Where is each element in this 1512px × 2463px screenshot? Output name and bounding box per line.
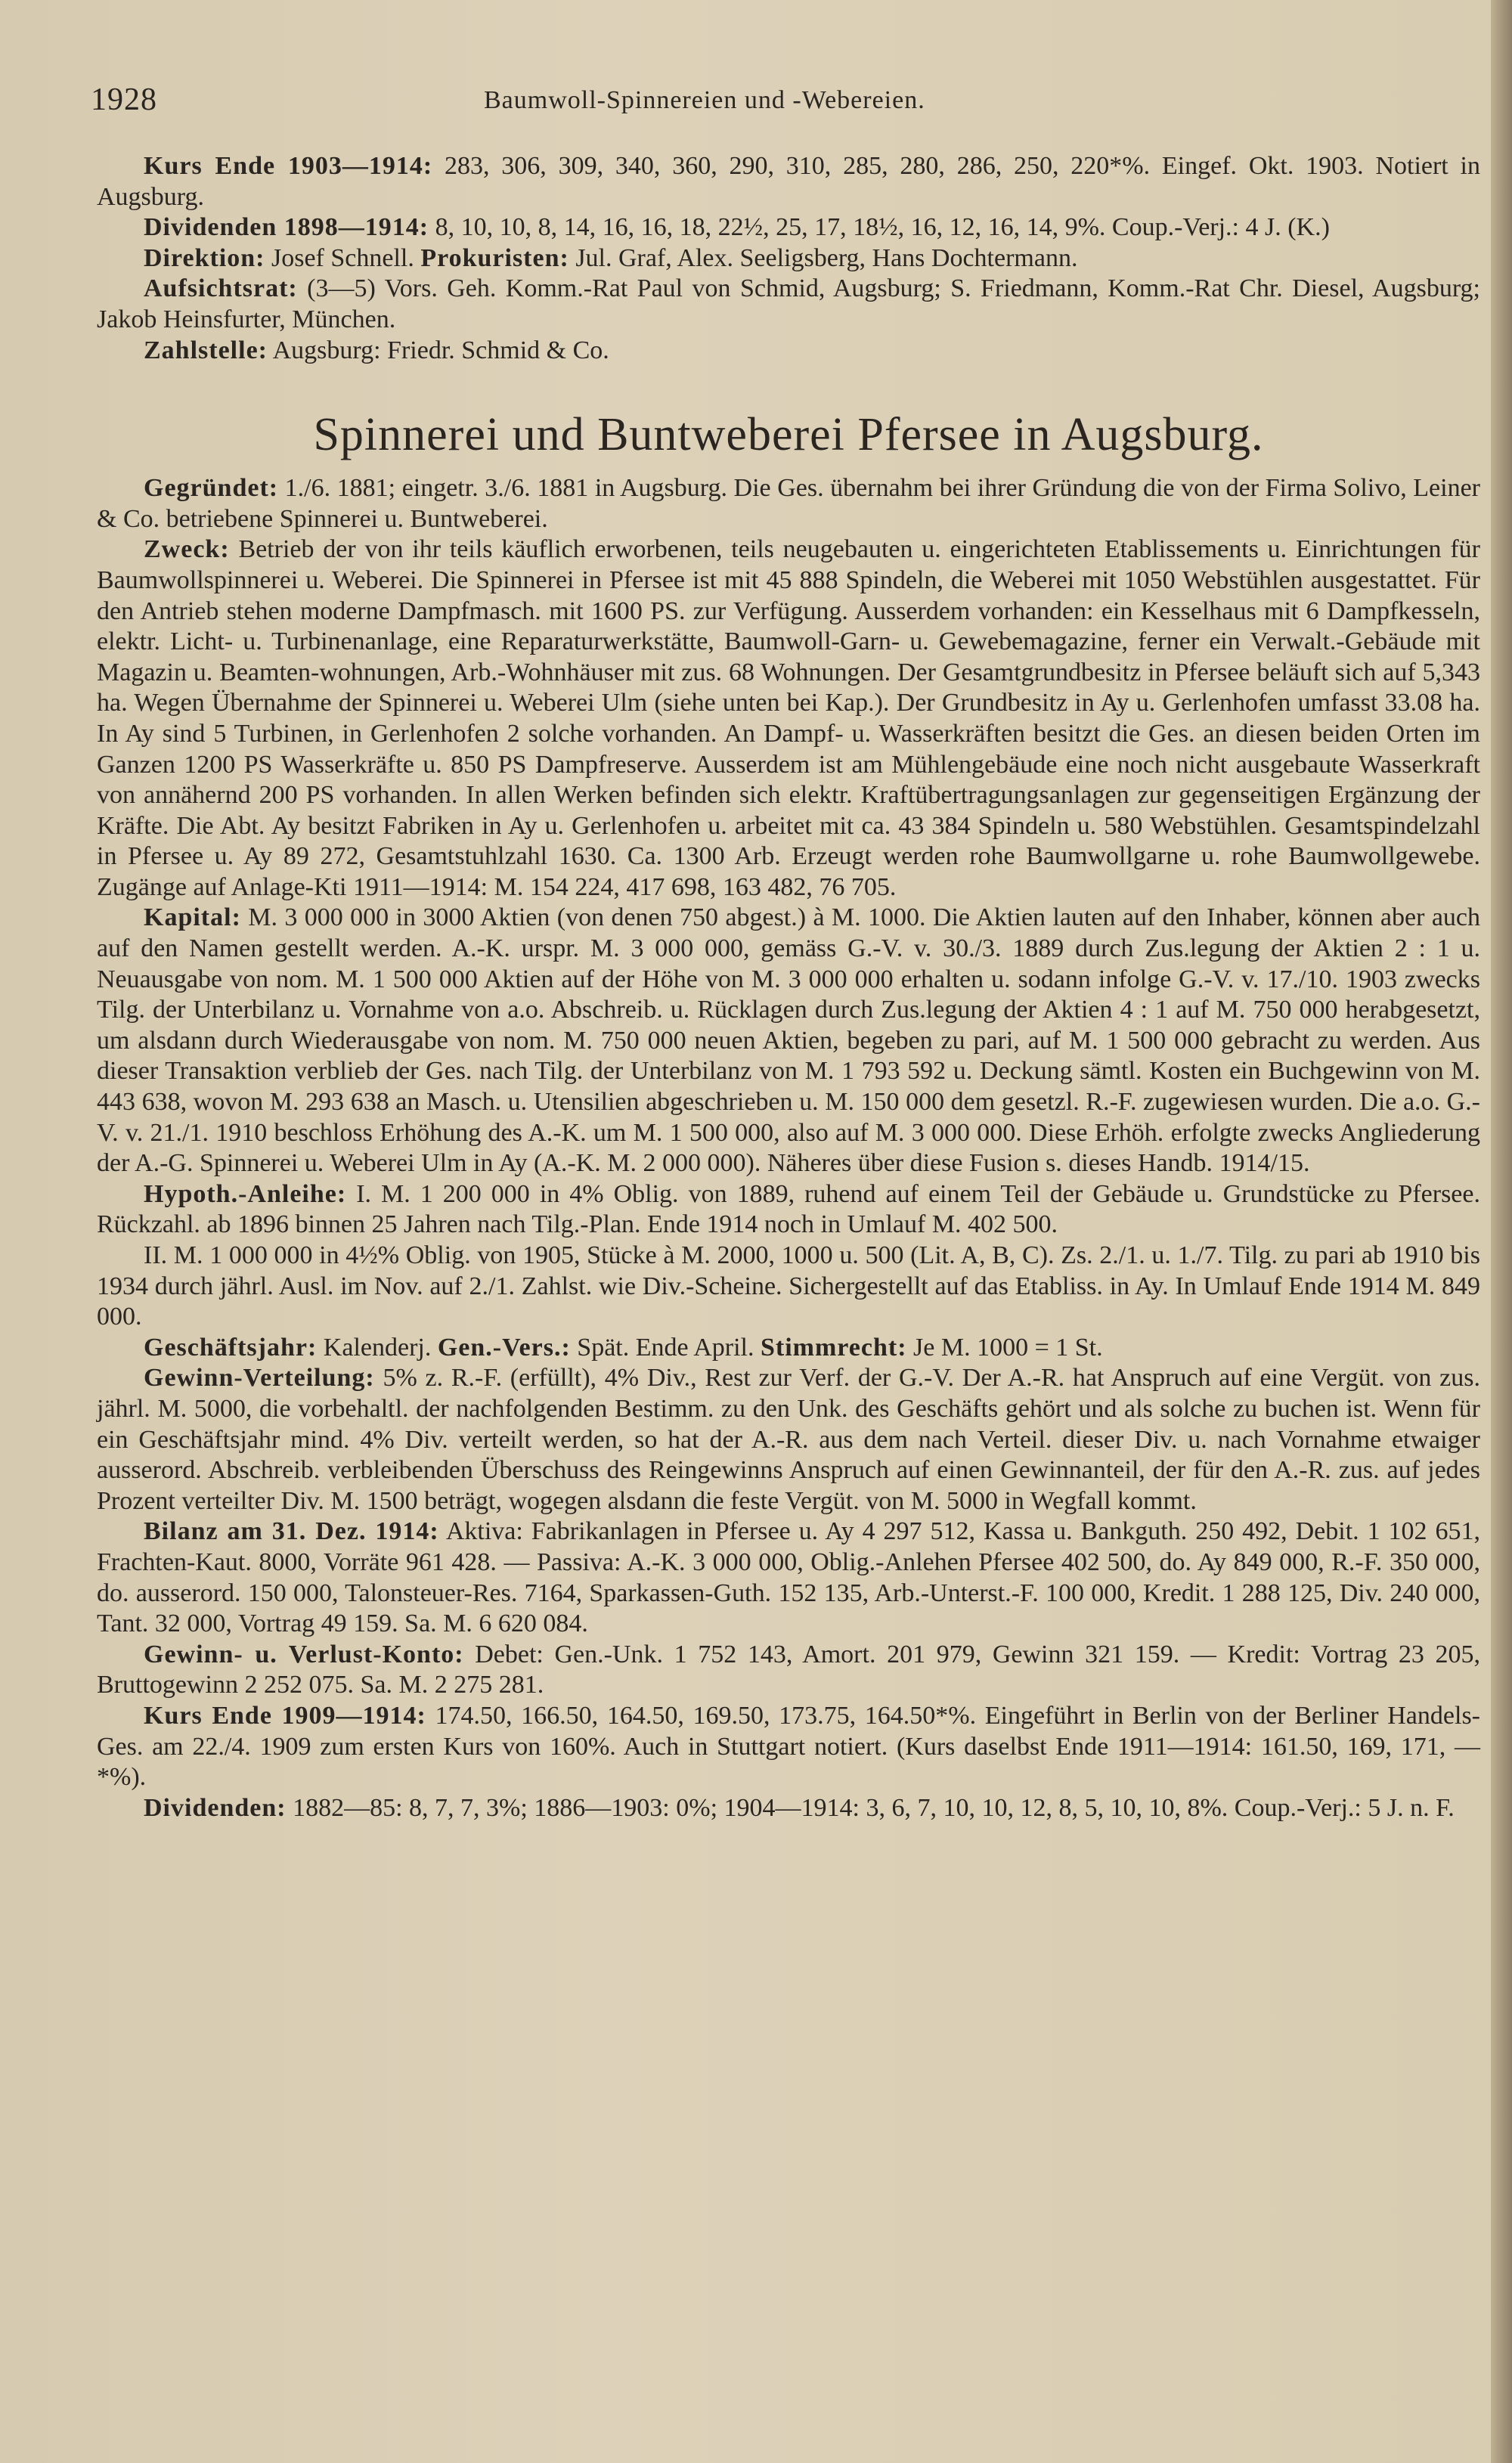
entry-label: Zahlstelle: bbox=[144, 336, 268, 364]
page-number: 1928 bbox=[91, 82, 157, 117]
entry-label: Gegründet: bbox=[144, 474, 279, 503]
entry-label: Direktion: bbox=[144, 243, 265, 272]
company-heading: Spinnerei und Buntweberei Pfersee in Augsburg. bbox=[313, 409, 1264, 461]
entry-text: II. M. 1 000 000 in 4½% Oblig. von 1905, Stücke à M. 2000, 1000 u. 500 (Lit. A, B, C). Zs. 2./1. u. 1./7. Tilg. zu pari ab 1910 bis 1934 durch jährl. Ausl. im Nov. auf 2./1. Zahlst. wie Div.-Scheine. Sichergestellt auf das Etabliss. in Ay. In Umlauf Ende 1914 M. 849 000. bbox=[97, 1241, 1480, 1331]
entry-text: Josef Schnell. bbox=[265, 243, 421, 272]
entry-label: Hypoth.-Anleihe: bbox=[144, 1179, 347, 1208]
gewinn-verlust-entry bbox=[97, 1640, 1480, 1701]
hypoth-anleihe-2-entry bbox=[97, 1241, 1480, 1333]
kurs-entry bbox=[97, 1701, 1480, 1793]
dividenden-entry bbox=[97, 1793, 1480, 1824]
hypoth-anleihe-entry bbox=[97, 1179, 1480, 1241]
entry-label: Zweck: bbox=[144, 535, 230, 564]
entry-text: Jul. Graf, Alex. Seeligsberg, Hans Dochtermann. bbox=[569, 243, 1078, 272]
entry-text: Spät. Ende April. bbox=[570, 1333, 761, 1362]
entry-text: 1882—85: 8, 7, 7, 3%; 1886—1903: 0%; 1904—1914: 3, 6, 7, 10, 10, 12, 8, 5, 10, 10, 8%. Coup.-Verj.: 5 J. n. F. bbox=[286, 1793, 1455, 1822]
running-title: Baumwoll-Spinnereien und -Webereien. bbox=[484, 86, 925, 114]
entry-label: Prokuristen: bbox=[420, 243, 569, 272]
gewinn-verteilung-entry bbox=[97, 1363, 1480, 1517]
entry-label: Kapital: bbox=[144, 903, 241, 932]
entry-label: Gewinn- u. Verlust-Konto: bbox=[144, 1640, 464, 1668]
entry-text: (3—5) Vors. Geh. Komm.-Rat Paul von Schmid, Augsburg; S. Friedmann, Komm.-Rat Chr. Diesel, Augsburg; Jakob Heinsfurter, München. bbox=[97, 274, 1480, 333]
entry-text: Kalenderj. bbox=[317, 1333, 438, 1362]
entry-text: Betrieb der von ihr teils käuflich erworbenen, teils neugebauten u. eingerichteten Etablissements u. Einrichtungen für Baumwollspinnerei u. Weberei. Die Spinnerei in Pfersee ist mit 45 888 Spindeln, die Weberei mit 1050 Webstühlen ausgestattet. Für den Antrieb stehen moderne Dampfmasch. mit 1600 PS. zur Verfügung. Ausserdem vorhanden: ein Kesselhaus mit 6 Dampfkesseln, elektr. Licht- u. Turbinenanlage, eine Reparaturwerkstätte, Baumwoll-Garn- u. Gewebemagazine, ferner ein Verwalt.-Gebäude mit Magazin u. Beamten-wohnungen, Arb.-Wohnhäuser mit zus. 68 Wohnungen. Der Gesamtgrundbesitz in Pfersee beläuft sich auf 5,343 ha. Wegen Übernahme der Spinnerei u. Weberei Ulm (siehe unten bei Kap.). Der Grundbesitz in Ay u. Gerlenhofen umfasst 33.08 ha. In Ay sind 5 Turbinen, in Gerlenhofen 2 solche vorhanden. An Dampf- u. Wasserkräften besitzt die Ges. an diesen beiden Orten im Ganzen 1200 PS Wasserkräfte u. 850 PS Dampfreserve. Ausserdem ist am Mühlengebäude eine noch nicht ausgebaute Wasserkraft von annähernd 200 PS vorhanden. In allen Werken befinden sich elektr. Kraftübertragungsanlagen zur gegenseitigen Ergänzung der Kräfte. Die Abt. Ay besitzt Fabriken in Ay u. Gerlenhofen u. arbeitet mit ca. 43 384 Spindeln u. 580 Webstühlen. Gesamtspindelzahl in Pfersee u. Ay 89 272, Gesamtstuhlzahl 1630. Ca. 1300 Arb. Erzeugt werden rohe Baumwollgarne u. rohe Baumwollgewebe. Zugänge auf Anlage-Kti 1911—1914: M. 154 224, 417 698, 163 482, 76 705. bbox=[97, 535, 1480, 901]
entry-label: Dividenden 1898—1914: bbox=[144, 213, 429, 242]
page-edge bbox=[1491, 0, 1512, 2463]
entry-label: Dividenden: bbox=[144, 1793, 287, 1822]
aufsichtsrat-entry bbox=[97, 274, 1480, 335]
entry-text: 8, 10, 10, 8, 14, 16, 16, 18, 22½, 25, 17, 18½, 16, 12, 16, 14, 9%. Coup.-Verj.: 4 J. (K.) bbox=[429, 213, 1330, 242]
entry-label: Kurs Ende 1903—1914: bbox=[144, 152, 433, 180]
entry-text: M. 3 000 000 in 3000 Aktien (von denen 750 abgest.) à M. 1000. Die Aktien lauten auf den Inhaber, können aber auch auf den Namen gestellt werden. A.-K. urspr. M. 3 000 000, gemäss G.-V. v. 30./3. 1889 durch Zus.legung der Aktien 2 : 1 u. Neuausgabe von nom. M. 1 500 000 Aktien auf der Höhe von M. 3 000 000 erhalten u. sodann infolge G.-V. v. 17./10. 1903 zwecks Tilg. der Unterbilanz u. Vornahme von a.o. Abschreib. u. Rücklagen durch Zus.legung der Aktien 4 : 1 auf M. 750 000 herabgesetzt, um alsdann durch Wiederausgabe von nom. M. 750 000 neuen Aktien, begeben zu pari, auf M. 1 500 000 gebracht zu werden. Aus dieser Transaktion verblieb der Ges. nach Tilg. der Unterbilanz von M. 1 793 592 u. Deckung sämtl. Kosten ein Buchgewinn von M. 443 638, wovon M. 293 638 an Masch. u. Utensilien abgeschrieben u. M. 150 000 dem gesetzl. R.-F. zugewiesen wurden. Die a.o. G.-V. v. 21./1. 1910 beschloss Erhöhung des A.-K. um M. 1 500 000, also auf M. 3 000 000. Diese Erhöh. erfolgte zwecks Angliederung der A.-G. Spinnerei u. Weberei Ulm in Ay (A.-K. M. 2 000 000). Näheres über diese Fusion s. dieses Handb. 1914/15. bbox=[97, 903, 1480, 1178]
entry-label: Gewinn-Verteilung: bbox=[144, 1364, 375, 1393]
entry-label: Gen.-Vers.: bbox=[437, 1333, 571, 1362]
dividenden-entry-prev bbox=[97, 212, 1480, 243]
page-header bbox=[91, 82, 1467, 127]
geschaeftsjahr-entry bbox=[97, 1333, 1480, 1364]
entry-text: 1./6. 1881; eingetr. 3./6. 1881 in Augsburg. Die Ges. übernahm bei ihrer Gründung die von der Firma Solivo, Leiner & Co. betriebene Spinnerei u. Buntweberei. bbox=[97, 474, 1480, 533]
zweck-entry bbox=[97, 534, 1480, 903]
entry-label: Kurs Ende 1909—1914: bbox=[144, 1701, 426, 1730]
entry-text: I. M. 1 200 000 in 4% Oblig. von 1889, ruhend auf einem Teil der Gebäude u. Grundstücke zu Pfersee. Rückzahl. ab 1896 binnen 25 Jahren nach Tilg.-Plan. Ende 1914 noch in Umlauf M. 402 500. bbox=[97, 1179, 1480, 1239]
direktion-entry bbox=[97, 243, 1480, 274]
gegruendet-entry bbox=[97, 473, 1480, 534]
page-body bbox=[97, 151, 1480, 1823]
entry-text: Debet: Gen.-Unk. 1 752 143, Amort. 201 979, Gewinn 321 159. — Kredit: Vortrag 23 205, Bruttogewinn 2 252 075. Sa. M. 2 275 281. bbox=[97, 1640, 1480, 1699]
entry-label: Aufsichtsrat: bbox=[144, 274, 298, 303]
entry-text: Je M. 1000 = 1 St. bbox=[906, 1333, 1103, 1362]
entry-text: 5% z. R.-F. (erfüllt), 4% Div., Rest zur Verf. der G.-V. Der A.-R. hat Anspruch auf eine Vergüt. von zus. jährl. M. 5000, die vorbehaltl. der nachfolgenden Bestimm. zu den Unk. des Geschäfts gehört und als solche zu buchen ist. Wenn für ein Geschäftsjahr mind. 4% Div. verteilt werden, so hat der A.-R. aus dem nach Verteil. dieser Div. u. nach Vornahme etwaiger ausserord. Abschreib. verbleibenden Überschuss des Reingewinns Anspruch auf einen Gewinnanteil, der für den A.-R. zus. auf jedes Prozent verteilter Div. M. 1500 beträgt, wogegen alsdann die feste Vergüt. von M. 5000 in Wegfall kommt. bbox=[97, 1364, 1480, 1515]
bilanz-entry bbox=[97, 1517, 1480, 1639]
entry-label: Bilanz am 31. Dez. 1914: bbox=[144, 1517, 439, 1546]
zahlstelle-entry bbox=[97, 336, 1480, 367]
entry-label: Geschäftsjahr: bbox=[144, 1333, 318, 1362]
kurs-entry-prev bbox=[97, 151, 1480, 212]
entry-label: Stimmrecht: bbox=[760, 1333, 907, 1362]
entry-text: 174.50, 166.50, 164.50, 169.50, 173.75, 164.50*%. Eingeführt in Berlin von der Berliner Handels-Ges. am 22./4. 1909 zum ersten Kurs von 160%. Auch in Stuttgart notiert. (Kurs daselbst Ende 1911—1914: 161.50, 169, 171, —*%). bbox=[97, 1701, 1480, 1792]
kapital-entry bbox=[97, 903, 1480, 1179]
entry-text: Aktiva: Fabrikanlagen in Pfersee u. Ay 4 297 512, Kassa u. Bankguth. 250 492, Debit. 1 102 651, Frachten-Kaut. 8000, Vorräte 961 428. — Passiva: A.-K. 3 000 000, Oblig.-Anlehen Pfersee 402 500, do. Ay 849 000, R.-F. 350 000, do. ausserord. 150 000, Talonsteuer-Res. 7164, Sparkassen-Guth. 152 135, Arb.-Unterst.-F. 100 000, Kredit. 1 288 125, Div. 240 000, Tant. 32 000, Vortrag 49 159. Sa. M. 6 620 084. bbox=[97, 1517, 1481, 1638]
entry-text: Augsburg: Friedr. Schmid & Co. bbox=[267, 336, 609, 364]
entry-text: 283, 306, 309, 340, 360, 290, 310, 285, 280, 286, 250, 220*%. Eingef. Okt. 1903. Notiert in Augsburg. bbox=[97, 152, 1480, 211]
